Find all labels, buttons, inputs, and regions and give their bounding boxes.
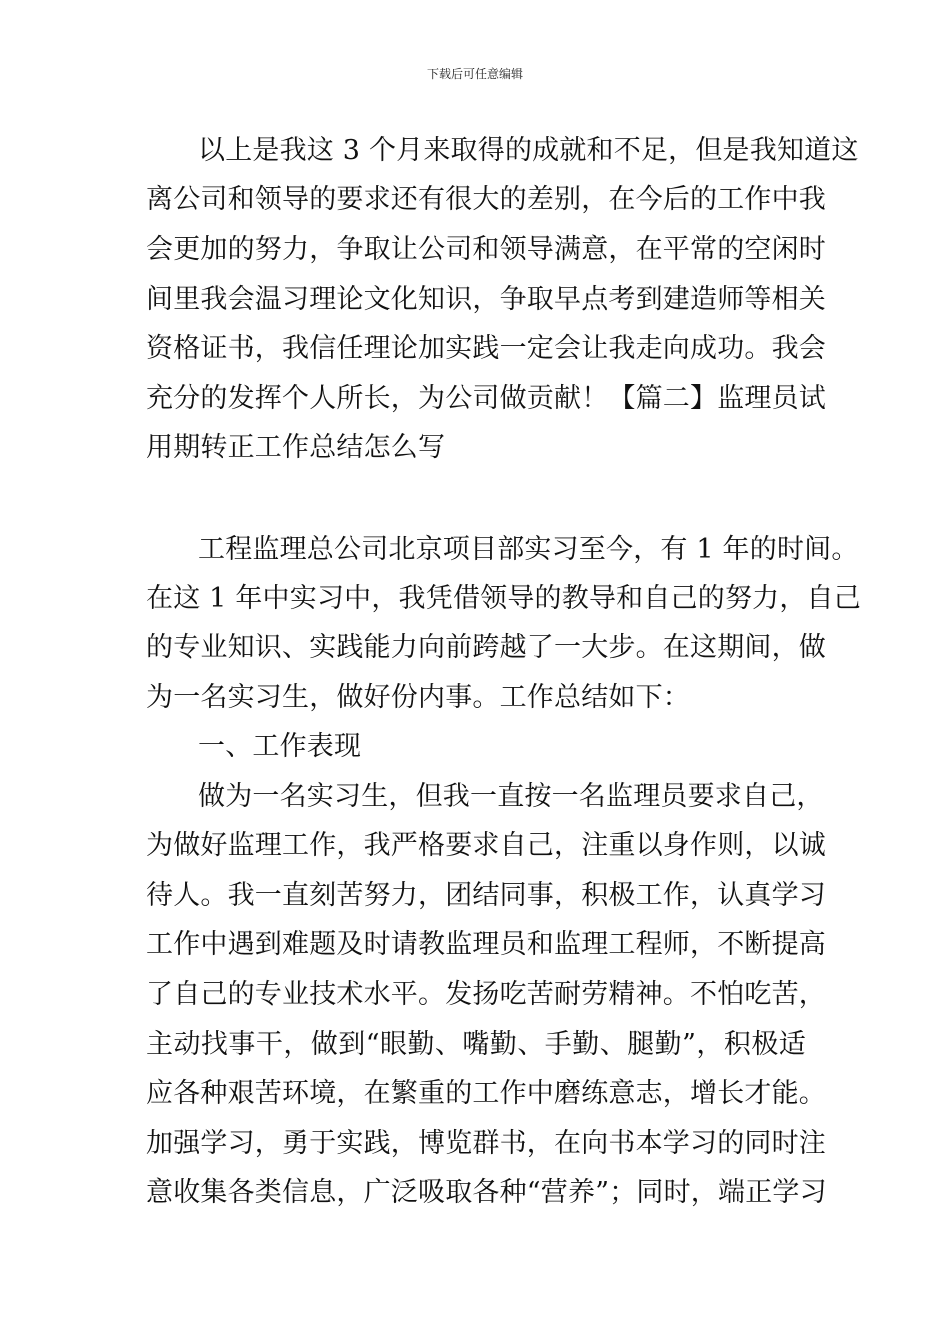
text-line: 主动找事干，做到“眼勤、嘴勤、手勤、腿勤”，积极适 [146, 1029, 806, 1060]
text-line: 用期转正工作总结怎么写 [146, 432, 446, 463]
text-line: 为做好监理工作，我严格要求自己，注重以身作则，以诚 [146, 830, 826, 861]
text-line: 间里我会温习理论文化知识，争取早点考到建造师等相关 [146, 284, 826, 315]
text-line: 会更加的努力，争取让公司和领导满意，在平常的空闲时 [146, 234, 826, 265]
text-line: 资格证书，我信任理论加实践一定会让我走向成功。我会 [146, 333, 826, 364]
text-line: 以上是我这 3 个月来取得的成就和不足，但是我知道这 [198, 135, 859, 166]
text-line: 应各种艰苦环境，在繁重的工作中磨练意志，增长才能。 [146, 1078, 826, 1109]
text-line: 待人。我一直刻苦努力，团结同事，积极工作，认真学习 [146, 880, 826, 911]
text-line: 工作中遇到难题及时请教监理员和监理工程师，不断提高 [146, 929, 826, 960]
page-header: 下载后可任意编辑 [426, 67, 523, 81]
text-line: 的专业知识、实践能力向前跨越了一大步。在这期间，做 [146, 632, 826, 663]
text-line: 做为一名实习生，但我一直按一名监理员要求自己， [198, 781, 824, 812]
text-line: 了自己的专业技术水平。发扬吃苦耐劳精神。不怕吃苦， [146, 979, 826, 1010]
text-line: 离公司和领导的要求还有很大的差别，在今后的工作中我 [146, 184, 826, 215]
text-line: 加强学习，勇于实践，博览群书，在向书本学习的同时注 [146, 1128, 826, 1159]
text-line: 意收集各类信息，广泛吸取各种“营养”；同时，端正学习 [146, 1177, 827, 1208]
text-line: 在这 1 年中实习中，我凭借领导的教导和自己的努力，自己 [146, 583, 861, 614]
text-line: 充分的发挥个人所长，为公司做贡献！【篇二】监理员试 [146, 383, 826, 414]
text-line: 工程监理总公司北京项目部实习至今，有 1 年的时间。 [198, 534, 859, 565]
text-line: 为一名实习生，做好份内事。工作总结如下： [146, 682, 690, 713]
section-heading: 一、工作表现 [198, 731, 362, 762]
